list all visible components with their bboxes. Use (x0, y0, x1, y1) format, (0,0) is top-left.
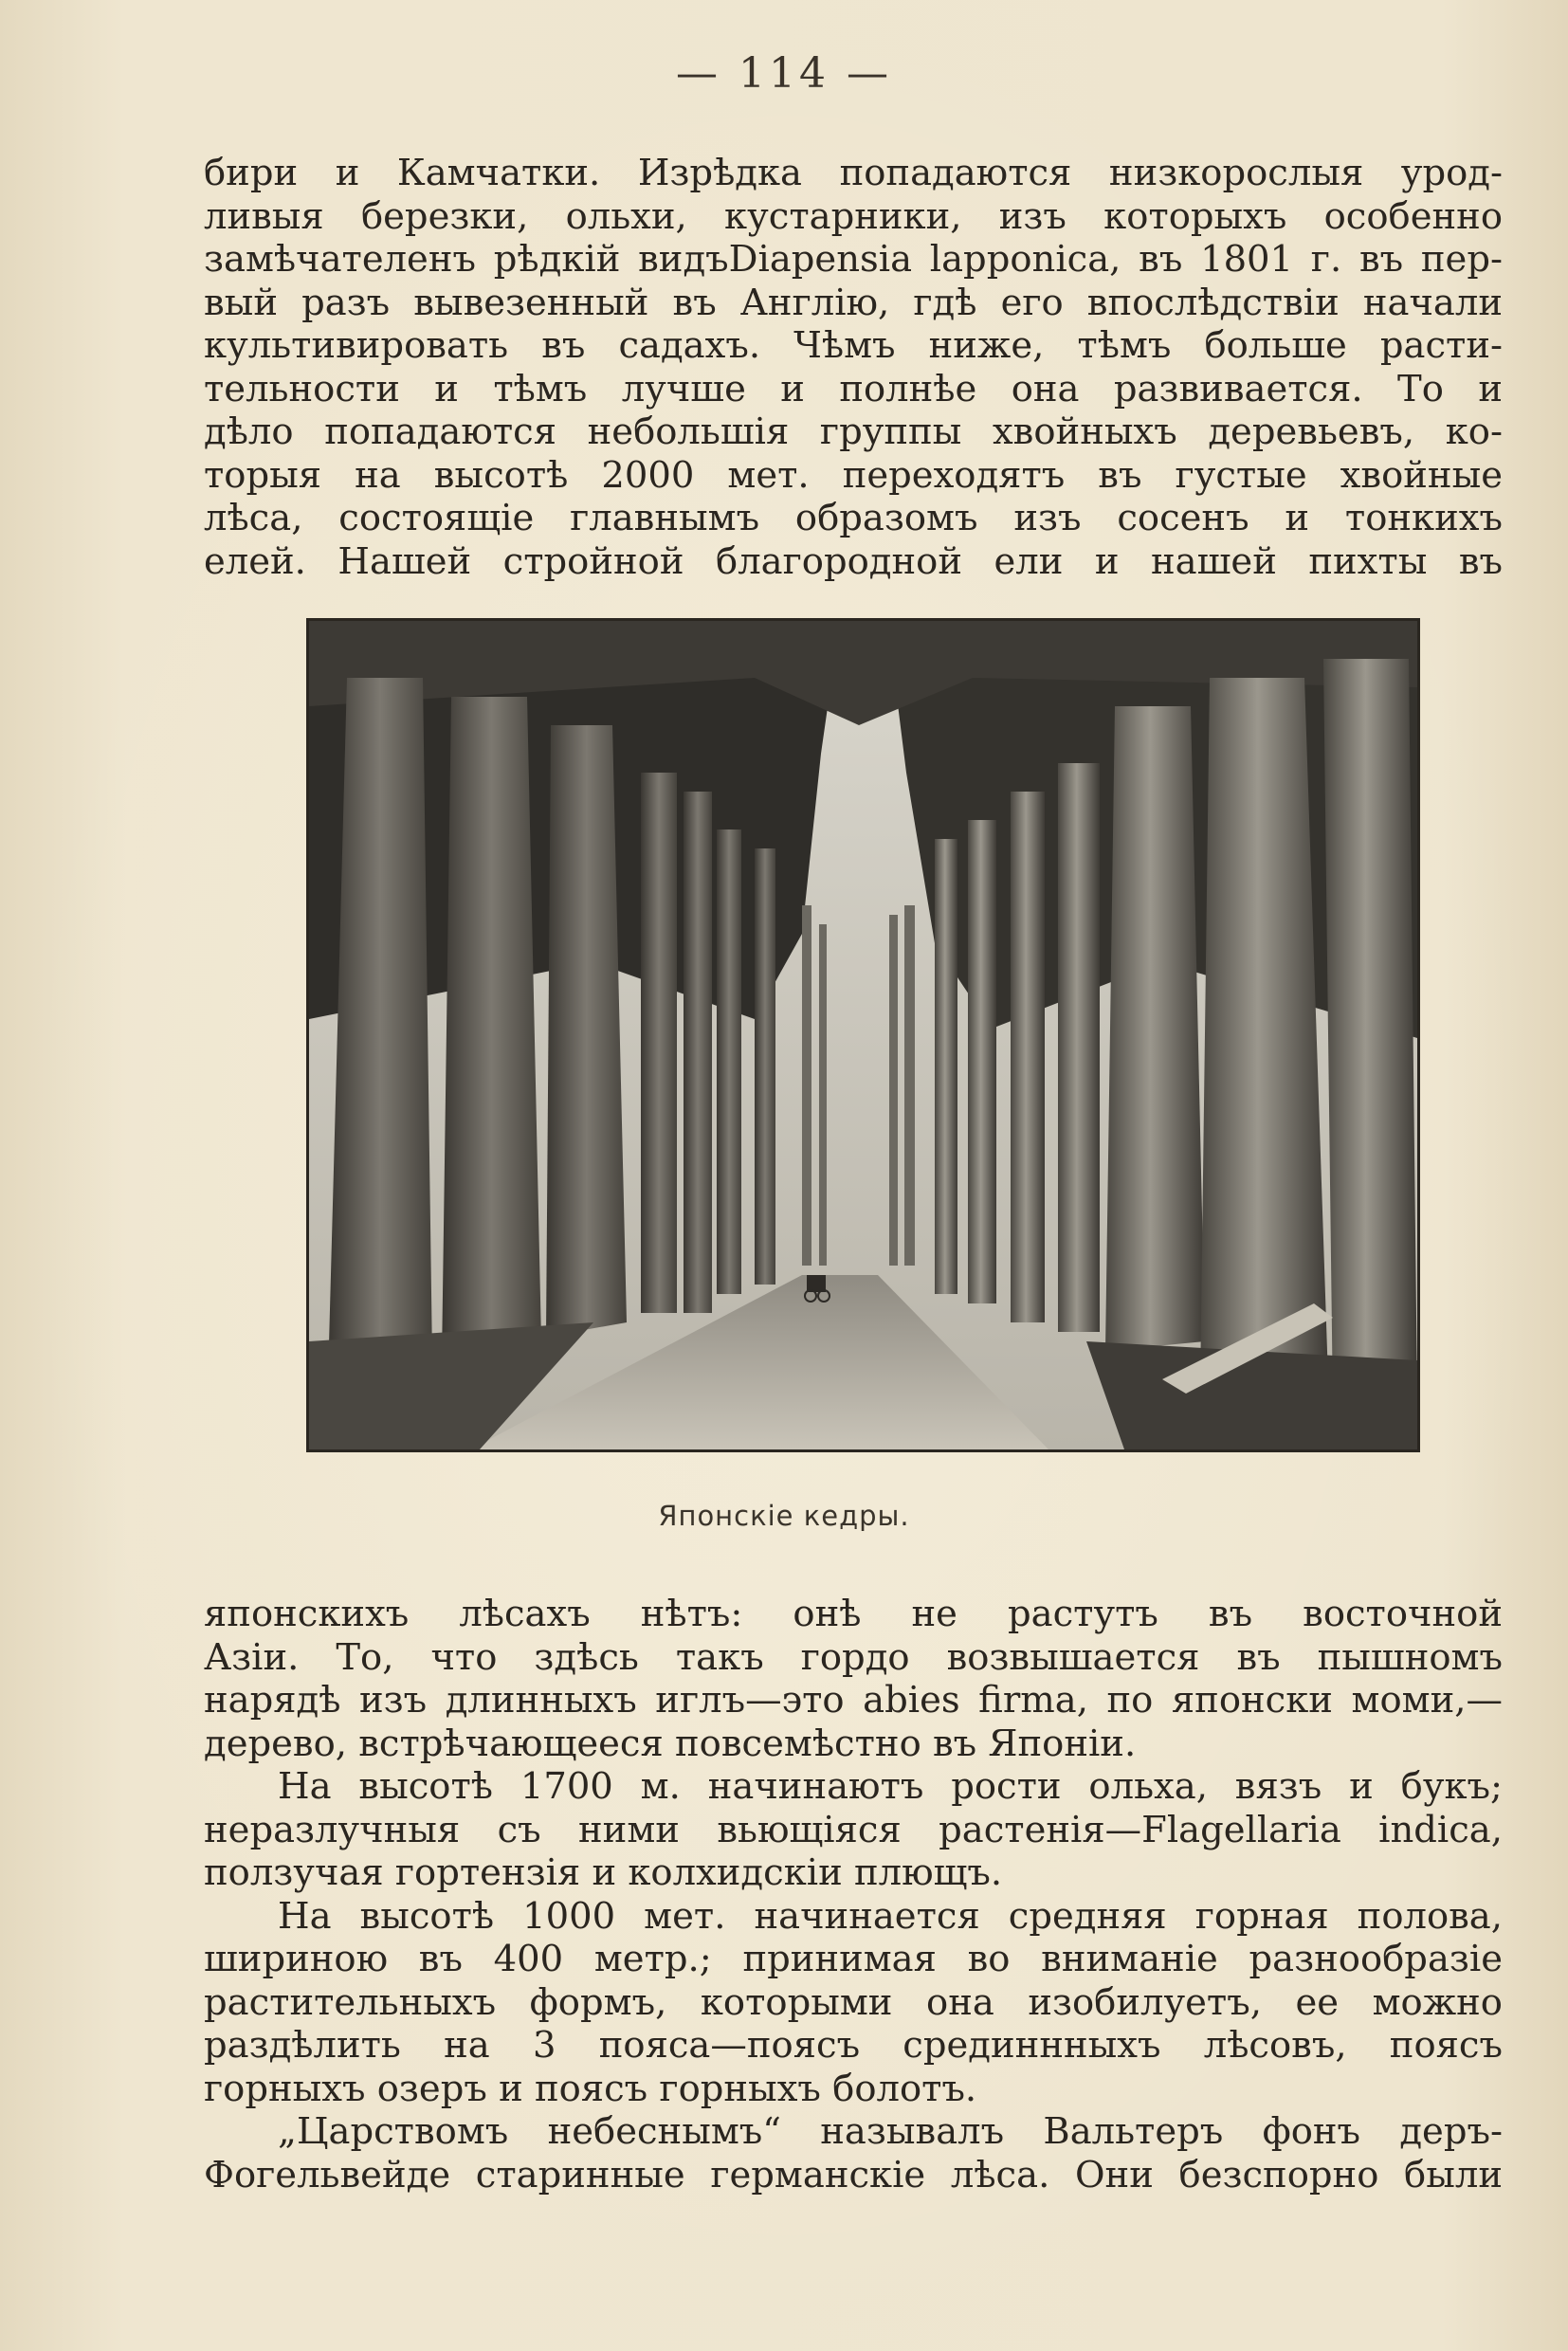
paragraph-bottom (204, 1593, 1503, 2196)
text-line: Азіи. То, что здѣсь такъ гордо возвышается въ пышномъ (204, 1635, 1503, 1679)
text-line: На высотѣ 1000 мет. начинается средняя горная полова, (278, 1894, 1503, 1938)
text-line: лѣса, состоящіе главнымъ образомъ изъ сосенъ и тонкихъ (204, 497, 1503, 539)
text-line: нарядѣ изъ длинныхъ иглъ—это abies firma, по японски моми,— (204, 1679, 1503, 1722)
text-line: тельности и тѣмъ лучше и полнѣе она развивается. То и (204, 367, 1503, 410)
text-line: горныхъ озеръ и поясъ горныхъ болотъ. (204, 2067, 977, 2110)
text-line: раздѣлить на 3 пояса—поясъ срединнныхъ лѣсовъ, поясъ (204, 2024, 1503, 2067)
photo-japanese-cedar-avenue (306, 618, 1420, 1452)
cedar-avenue-illustration (309, 621, 1417, 1449)
text-line: бири и Камчатки. Изрѣдка попадаются низкорослыя урод- (204, 152, 1503, 194)
text-line: Фогельвейде старинные германскіе лѣса. Они безспорно были (204, 2153, 1503, 2196)
text-line: неразлучныя съ ними вьющіяся растенія—Flagellaria indica, (204, 1808, 1503, 1851)
text-line: „Царствомъ небеснымъ“ называлъ Вальтеръ фонъ деръ- (278, 2110, 1503, 2153)
text-line: торыя на высотѣ 2000 мет. переходятъ въ густые хвойные (204, 453, 1503, 497)
text-line: дерево, встрѣчающееся повсемѣстно въ Японіи. (204, 1722, 1137, 1765)
text-line: культивировать въ садахъ. Чѣмъ ниже, тѣмъ больше расти- (204, 324, 1503, 367)
text-line: замѣчателенъ рѣдкій видъDiapensia lapponica, въ 1801 г. въ пер- (204, 238, 1503, 281)
text-line: шириною въ 400 метр.; принимая во вниманіе разнообразіе (204, 1938, 1503, 1980)
text-line: ливыя березки, ольхи, кустарники, изъ которыхъ особенно (204, 194, 1503, 238)
text-line: елей. Нашей стройной благородной ели и нашей пихты въ (204, 539, 1503, 583)
figure-caption: Японскіе кедры. (658, 1500, 910, 1532)
text-line: вый разъ вывезенный въ Англію, гдѣ его впослѣдствіи начали (204, 281, 1503, 324)
text-line: растительныхъ формъ, которыми она изобилуетъ, ее можно (204, 1980, 1503, 2024)
paragraph-top (204, 152, 1503, 583)
text-line: ползучая гортензія и колхидскіи плющъ. (204, 1851, 1003, 1894)
page-number: — 114 — (676, 49, 892, 98)
text-line: японскихъ лѣсахъ нѣтъ: онѣ не растутъ въ восточной (204, 1593, 1503, 1635)
text-line: На высотѣ 1700 м. начинаютъ рости ольха, вязъ и букъ; (278, 1765, 1503, 1808)
text-line: дѣло попадаются небольшія группы хвойныхъ деревьевъ, ко- (204, 410, 1503, 453)
